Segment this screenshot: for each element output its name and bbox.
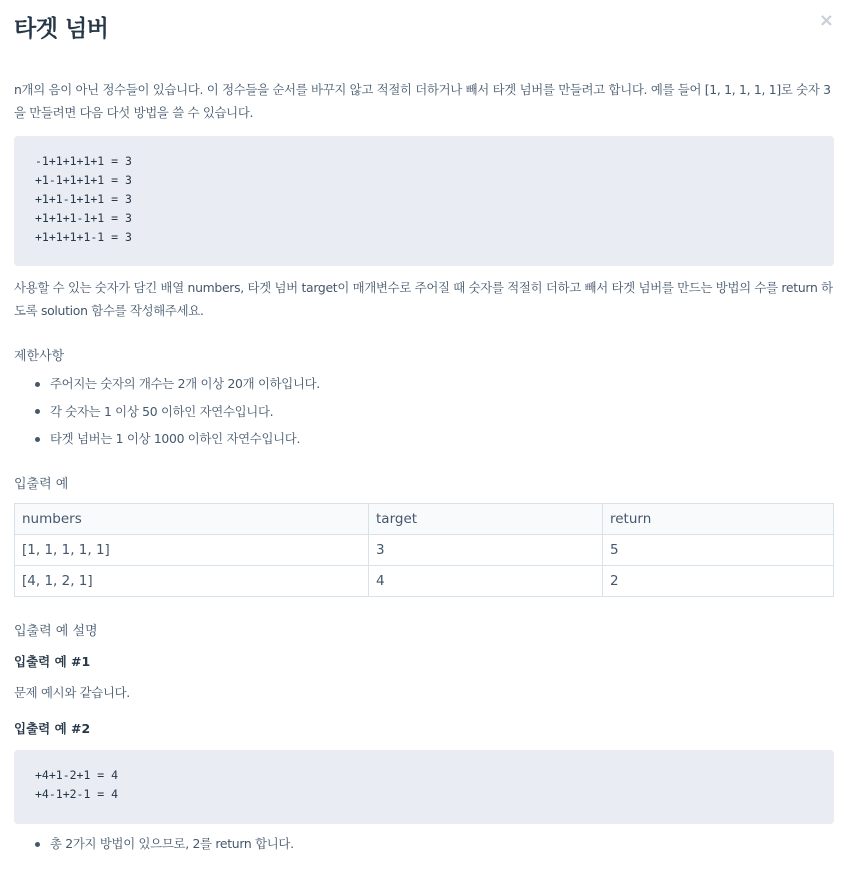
close-icon[interactable]: × xyxy=(818,10,834,31)
io-heading: 입출력 예 xyxy=(14,477,69,492)
list-item: 각 숫자는 1 이상 50 이하인 자연수입니다. xyxy=(50,398,320,426)
example-2-code-block xyxy=(14,750,834,824)
table-header-row xyxy=(15,504,834,535)
table-cell: 3 xyxy=(369,535,603,566)
list-item: 타겟 넘버는 1 이상 1000 이하인 자연수입니다. xyxy=(50,425,320,453)
example-2-label: 입출력 예 #2 xyxy=(14,721,91,736)
constraints-list xyxy=(14,370,320,453)
code-line: +4+1-2+1 = 4 xyxy=(35,768,119,782)
constraints-heading: 제한사항 xyxy=(14,349,65,364)
problem-title: 타겟 넘버 xyxy=(14,16,109,42)
example-code-block xyxy=(14,136,834,266)
list-item: 주어지는 숫자의 개수는 2개 이상 20개 이하입니다. xyxy=(50,370,320,398)
code-line: +4-1+2-1 = 4 xyxy=(35,787,119,801)
example-1-text: 문제 예시와 같습니다. xyxy=(14,685,130,700)
code-line: +1+1-1+1+1 = 3 xyxy=(35,192,132,206)
table-cell: [4, 1, 2, 1] xyxy=(15,566,369,597)
column-header-target: target xyxy=(369,504,603,535)
table-cell: 4 xyxy=(369,566,603,597)
column-header-numbers: numbers xyxy=(15,504,369,535)
code-line: +1-1+1+1+1 = 3 xyxy=(35,173,132,187)
problem-intro: n개의 음이 아닌 정수들이 있습니다. 이 정수들을 순서를 바꾸지 않고 적절히 더하거나 빼서 타겟 넘버를 만들려고 합니다. 예를 들어 [1, 1, 1, 1, 1]로 숫자 3을 만들려면 다음 다섯 방법을 쓸 수 있습니다. xyxy=(14,82,831,120)
list-item: 총 2가지 방법이 있으므로, 2를 return 합니다. xyxy=(50,830,294,858)
example-2-notes xyxy=(14,830,294,858)
table-cell: [1, 1, 1, 1, 1] xyxy=(15,535,369,566)
table-cell: 2 xyxy=(603,566,834,597)
column-header-return: return xyxy=(603,504,834,535)
problem-task: 사용할 수 있는 숫자가 담긴 배열 numbers, 타겟 넘버 target이 매개변수로 주어질 때 숫자를 적절히 더하고 빼서 타겟 넘버를 만드는 방법의 수를 return 하도록 solution 함수를 작성해주세요. xyxy=(14,280,833,318)
explanation-heading: 입출력 예 설명 xyxy=(14,624,98,639)
example-1-label: 입출력 예 #1 xyxy=(14,654,91,669)
table-row xyxy=(15,535,834,566)
table-row xyxy=(15,566,834,597)
code-line: -1+1+1+1+1 = 3 xyxy=(35,154,132,168)
table-cell: 5 xyxy=(603,535,834,566)
code-line: +1+1+1+1-1 = 3 xyxy=(35,230,132,244)
io-table xyxy=(14,503,834,597)
code-line: +1+1+1-1+1 = 3 xyxy=(35,211,132,225)
